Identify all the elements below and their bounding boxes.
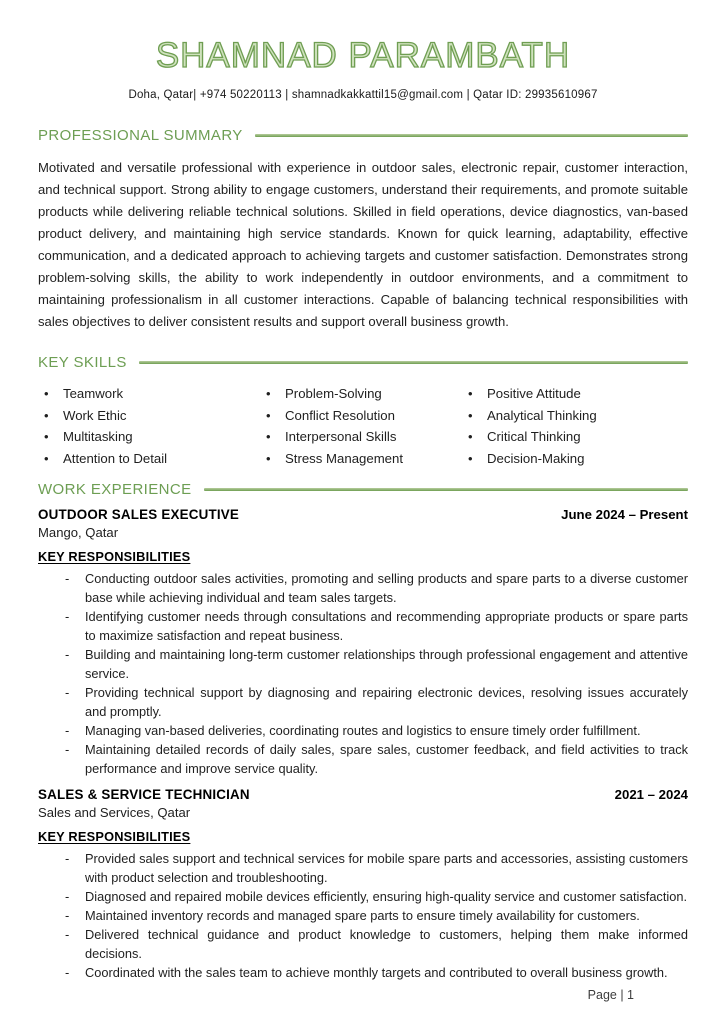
skill-item: • Critical Thinking bbox=[466, 426, 688, 448]
skill-item: • Attention to Detail bbox=[42, 448, 264, 470]
section-title-experience: WORK EXPERIENCE bbox=[38, 481, 192, 498]
responsibility-item: - Identifying customer needs through consultations and recommending appropriate products or spare parts to maximize satisfaction and repeat business. bbox=[38, 607, 688, 645]
section-rule bbox=[204, 488, 688, 491]
skill-item: • Interpersonal Skills bbox=[264, 426, 466, 448]
responsibilities-title: KEY RESPONSIBILITIES bbox=[38, 549, 191, 564]
section-title-summary: PROFESSIONAL SUMMARY bbox=[38, 127, 243, 144]
responsibility-item: - Maintained inventory records and managed spare parts to ensure timely availability for customers. bbox=[38, 906, 688, 925]
skill-item: • Positive Attitude bbox=[466, 383, 688, 405]
responsibility-item: - Conducting outdoor sales activities, promoting and selling products and spare parts to a diverse customer base while achieving individual and team sales targets. bbox=[38, 569, 688, 607]
section-key-skills bbox=[38, 354, 688, 469]
skill-item: • Work Ethic bbox=[42, 405, 264, 427]
responsibilities-list bbox=[38, 849, 688, 982]
responsibility-item: - Diagnosed and repaired mobile devices efficiently, ensuring high-quality service and customer satisfaction. bbox=[38, 887, 688, 906]
section-rule bbox=[139, 361, 688, 364]
job-role: OUTDOOR SALES EXECUTIVE bbox=[38, 507, 240, 522]
section-heading-row bbox=[38, 127, 688, 144]
job-company: Mango, Qatar bbox=[38, 525, 119, 540]
job-dates: June 2024 – Present bbox=[561, 507, 688, 522]
skill-item: • Conflict Resolution bbox=[264, 405, 466, 427]
responsibility-item: - Building and maintaining long-term customer relationships through professional engagement and attentive service. bbox=[38, 645, 688, 683]
page-number: Page | 1 bbox=[587, 988, 634, 1002]
job-entry-outdoor-sales-executive bbox=[38, 507, 688, 778]
candidate-name: SHAMNAD PARAMBATH bbox=[155, 36, 571, 75]
responsibilities-title: KEY RESPONSIBILITIES bbox=[38, 829, 191, 844]
responsibility-item: - Providing technical support by diagnosing and repairing electronic devices, resolving issues accurately and promptly. bbox=[38, 683, 688, 721]
section-title-skills: KEY SKILLS bbox=[38, 354, 127, 371]
section-heading-row bbox=[38, 481, 688, 498]
skill-item: • Problem-Solving bbox=[264, 383, 466, 405]
responsibility-item: - Provided sales support and technical services for mobile spare parts and accessories, assisting customers with product selection and troubleshooting. bbox=[38, 849, 688, 887]
responsibility-item: - Maintaining detailed records of daily sales, spare sales, customer feedback, and field activities to track performance and improve service quality. bbox=[38, 740, 688, 778]
section-heading-row bbox=[38, 354, 688, 371]
skills-grid bbox=[38, 383, 688, 469]
responsibilities-list bbox=[38, 569, 688, 778]
responsibility-item: - Delivered technical guidance and product knowledge to customers, helping them make informed decisions. bbox=[38, 925, 688, 963]
responsibility-item: - Managing van-based deliveries, coordinating routes and logistics to ensure timely order fulfillment. bbox=[38, 721, 688, 740]
job-role: SALES & SERVICE TECHNICIAN bbox=[38, 787, 250, 802]
skills-column-1 bbox=[42, 383, 264, 469]
skill-item: • Teamwork bbox=[42, 383, 264, 405]
job-company: Sales and Services, Qatar bbox=[38, 805, 191, 820]
job-header-row bbox=[38, 787, 688, 802]
job-header-row bbox=[38, 507, 688, 522]
job-entry-sales-service-technician bbox=[38, 787, 688, 982]
responsibility-item: - Coordinated with the sales team to achieve monthly targets and contributed to overall business growth. bbox=[38, 963, 688, 982]
section-rule bbox=[255, 134, 688, 137]
job-dates: 2021 – 2024 bbox=[614, 787, 688, 802]
resume-header bbox=[38, 36, 688, 101]
summary-paragraph: Motivated and versatile professional with experience in outdoor sales, electronic repair, customer interaction, and technical support. Strong ability to engage customers, understand their requirements, and promote suitable products while delivering reliable technical solutions. Skilled in field operations, device diagnostics, van-based product delivery, and maintaining high service standards. Known for quick learning, adaptability, effective communication, and a dedicated approach to achieving targets and customer satisfaction. Demonstrates strong problem-solving skills, the ability to work independently in outdoor environments, and a commitment to maintaining professionalism in all customer interactions. Capable of balancing technical responsibilities with sales objectives to deliver consistent results and support overall business growth. bbox=[38, 160, 688, 329]
skill-item: • Decision-Making bbox=[466, 448, 688, 470]
section-professional-summary bbox=[38, 127, 688, 333]
skill-item: • Stress Management bbox=[264, 448, 466, 470]
skills-column-2 bbox=[264, 383, 466, 469]
contact-line: Doha, Qatar| +974 50220113 | shamnadkakkattil15@gmail.com | Qatar ID: 29935610967 bbox=[128, 89, 598, 101]
skills-column-3 bbox=[466, 383, 688, 469]
section-work-experience bbox=[38, 481, 688, 982]
skill-item: • Analytical Thinking bbox=[466, 405, 688, 427]
skill-item: • Multitasking bbox=[42, 426, 264, 448]
